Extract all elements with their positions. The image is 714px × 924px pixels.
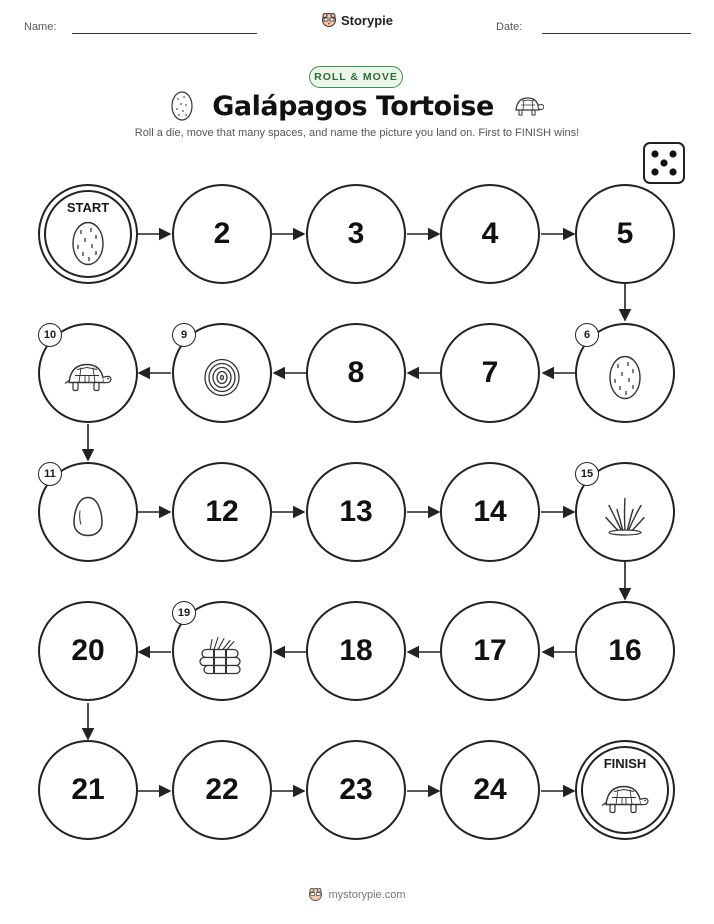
- space-number: 23: [339, 773, 373, 806]
- space-number: 4: [481, 217, 499, 250]
- space-number: 5: [616, 217, 634, 250]
- space-number-badge: 10: [38, 323, 62, 347]
- board-space-6[interactable]: [575, 323, 675, 423]
- space-number: 24: [473, 773, 507, 806]
- board-space-20[interactable]: [38, 601, 138, 701]
- board-space-3[interactable]: [306, 184, 406, 284]
- board-space-19[interactable]: [172, 601, 272, 701]
- board-space-5[interactable]: [575, 184, 675, 284]
- storypie-logo-icon: [308, 887, 323, 902]
- finish-space[interactable]: [575, 740, 675, 840]
- instructions: Roll a die, move that many spaces, and name the picture you land on. First to FINISH wins!: [134, 127, 580, 139]
- cactus-icon: [69, 218, 107, 273]
- footer: [0, 887, 714, 902]
- board-space-11[interactable]: [38, 462, 138, 562]
- space-number: 12: [205, 495, 239, 528]
- board-space-4[interactable]: [440, 184, 540, 284]
- board-space-13[interactable]: [306, 462, 406, 562]
- space-number: 17: [473, 634, 507, 667]
- board-space-10[interactable]: [38, 323, 138, 423]
- footer-url[interactable]: mystorypie.com: [328, 888, 406, 901]
- space-number: 13: [339, 495, 373, 528]
- grass-icon: [603, 495, 647, 542]
- brand-name: Storypie: [340, 12, 393, 28]
- board-space-21[interactable]: [38, 740, 138, 840]
- board-space-7[interactable]: [440, 323, 540, 423]
- board-space-8[interactable]: [306, 323, 406, 423]
- finish-label: FINISH: [603, 756, 647, 771]
- page-title: Galápagos Tortoise: [212, 90, 494, 122]
- start-label: START: [66, 200, 110, 215]
- date-label: Date:: [496, 21, 523, 33]
- game-type-badge: ROLL & MOVE: [309, 66, 403, 88]
- space-number: 16: [608, 634, 642, 667]
- board-space-14[interactable]: [440, 462, 540, 562]
- tortoise-icon: [63, 360, 113, 399]
- space-number-badge: 11: [38, 462, 62, 486]
- tortoise-icon: [600, 782, 650, 821]
- space-number: 18: [339, 634, 373, 667]
- egg-icon: [71, 494, 105, 543]
- board-space-15[interactable]: [575, 462, 675, 562]
- board-space-9[interactable]: [172, 323, 272, 423]
- space-number-badge: 9: [172, 323, 196, 347]
- space-number: 3: [347, 217, 365, 250]
- space-number: 20: [71, 634, 105, 667]
- tree-rings-icon: [202, 357, 242, 402]
- cactus-icon: [606, 352, 644, 407]
- space-number: 22: [205, 773, 239, 806]
- hay-bundle-icon: [196, 635, 248, 680]
- space-number-badge: 15: [575, 462, 599, 486]
- space-number: 2: [213, 217, 231, 250]
- name-label: Name:: [24, 21, 57, 33]
- board-space-17[interactable]: [440, 601, 540, 701]
- space-number-badge: 19: [172, 601, 196, 625]
- board-space-18[interactable]: [306, 601, 406, 701]
- space-number: 14: [473, 495, 507, 528]
- board-space-24[interactable]: [440, 740, 540, 840]
- space-number: 21: [71, 773, 105, 806]
- board-space-23[interactable]: [306, 740, 406, 840]
- space-number-badge: 6: [575, 323, 599, 347]
- space-number: 8: [347, 356, 365, 389]
- board-space-16[interactable]: [575, 601, 675, 701]
- board-space-22[interactable]: [172, 740, 272, 840]
- space-number: 7: [481, 356, 499, 389]
- board-space-12[interactable]: [172, 462, 272, 562]
- board-space-2[interactable]: [172, 184, 272, 284]
- start-space[interactable]: [38, 184, 138, 284]
